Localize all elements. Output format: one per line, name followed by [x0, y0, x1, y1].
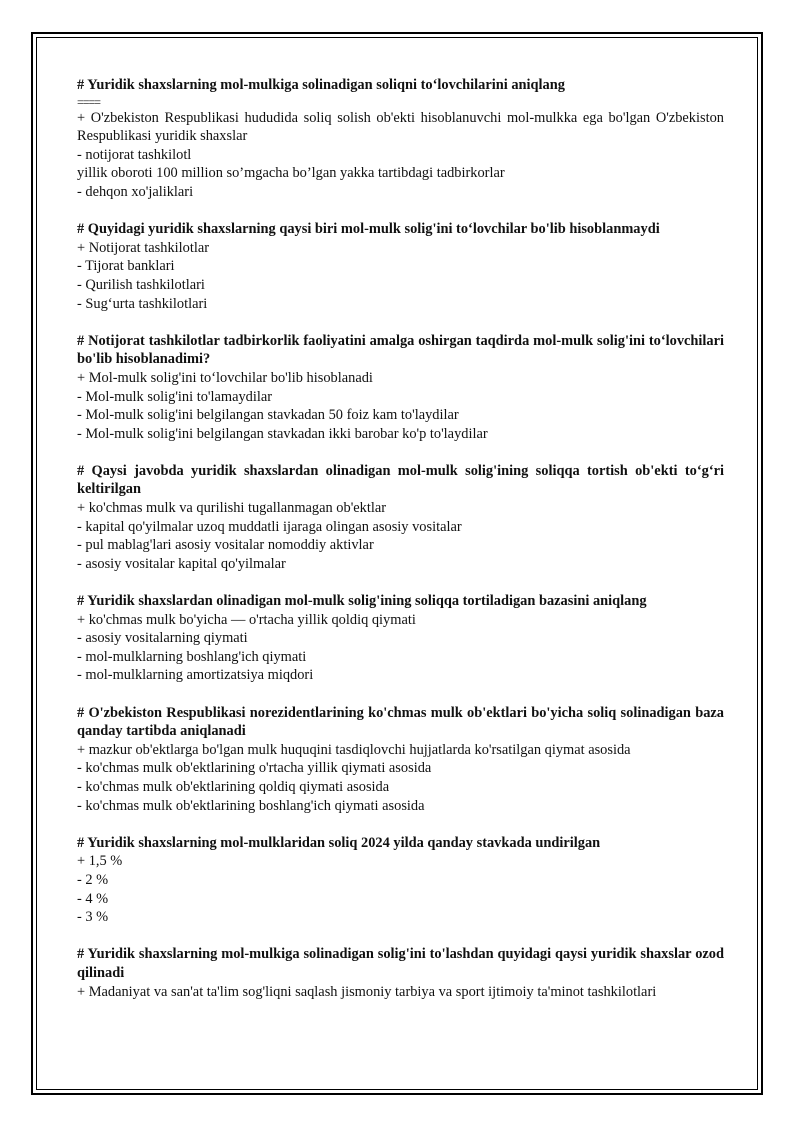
answer-option: - mol-mulklarning amortizatsiya miqdori [77, 667, 314, 684]
question-block [77, 462, 724, 574]
answer-option: - 4 % [77, 890, 109, 907]
question-title: # Qaysi javobda yuridik shaxslardan olinadigan mol-mulk solig'ining soliqqa tortish ob'ekti to‘g‘ri keltirilgan [77, 462, 724, 498]
question-title: # Notijorat tashkilotlar tadbirkorlik faoliyatini amalga oshirgan taqdirda mol-mulk solig'ini to‘lovchilari bo'lib hisoblanadimi? [77, 332, 724, 368]
answer-option: - notijorat tashkilotl [77, 146, 192, 163]
answer-option: - pul mablag'lari asosiy vositalar nomoddiy aktivlar [77, 537, 374, 554]
answer-option: + Mol-mulk solig'ini to‘lovchilar bo'lib hisoblanadi [77, 369, 373, 386]
question-title: # Yuridik shaxslarning mol-mulkiga solinadigan solig'ini to'lashdan quyidagi qaysi yuridik shaxslar ozod qilinadi [77, 946, 724, 981]
answer-option: yillik oboroti 100 million so’mgacha bo’lgan yakka tartibdagi tadbirkorlar [77, 165, 505, 182]
answer-option: + O'zbekiston Respublikasi hududida soliq solish ob'ekti hisoblanuvchi mol-mulkka ega bo'lgan O'zbekiston Respublikasi yuridik shaxslar [77, 109, 724, 145]
question-title: # Yuridik shaxslardan olinadigan mol-mulk solig'ining soliqqa tortiladigan bazasini aniqlang [77, 593, 647, 610]
answer-option: - ko'chmas mulk ob'ektlarining boshlang'ich qiymati asosida [77, 797, 425, 814]
answer-option: - Mol-mulk solig'ini belgilangan stavkadan 50 foiz kam to'laydilar [77, 407, 459, 424]
answer-option: - Mol-mulk solig'ini belgilangan stavkadan ikki barobar ko'p to'laydilar [77, 425, 488, 442]
separator: ==== [77, 94, 101, 109]
question-block [77, 220, 724, 313]
question-block [77, 704, 724, 816]
question-block [77, 834, 724, 927]
answer-option: - 3 % [77, 909, 109, 926]
question-block [77, 592, 724, 685]
answer-option: - Tijorat banklari [77, 258, 175, 275]
answer-option: - asosiy vositalarning qiymati [77, 630, 248, 647]
question-title: # Quyidagi yuridik shaxslarning qaysi biri mol-mulk solig'ini to‘lovchilar bo'lib hisoblanmaydi [77, 221, 660, 238]
answer-option: - asosiy vositalar kapital qo'yilmalar [77, 555, 286, 572]
question-title: # O'zbekiston Respublikasi norezidentlarining ko'chmas mulk ob'ektlari bo'yicha soliq solinadigan baza qanday tartibda aniqlanadi [77, 704, 724, 740]
answer-option: - Mol-mulk solig'ini to'lamaydilar [77, 388, 273, 405]
question-block [77, 76, 724, 202]
answer-option: - Qurilish tashkilotlari [77, 276, 205, 293]
answer-option: - kapital qo'yilmalar uzoq muddatli ijaraga olingan asosiy vositalar [77, 518, 462, 535]
answer-option: - ko'chmas mulk ob'ektlarining o'rtacha yillik qiymati asosida [77, 760, 432, 777]
question-block [77, 332, 724, 444]
answer-option: + Madaniyat va san'at ta'lim sog'liqni saqlash jismoniy tarbiya va sport ijtimoiy ta'minot tashkilotlari [77, 983, 657, 1000]
answer-option: + mazkur ob'ektlarga bo'lgan mulk huquqini tasdiqlovchi hujjatlarda ko'rsatilgan qiymat asosida [77, 741, 631, 758]
question-title: # Yuridik shaxslarning mol-mulkiga solinadigan soliqni to‘lovchilarini aniqlang [77, 77, 565, 93]
answer-option: - 2 % [77, 871, 109, 888]
answer-option: - mol-mulklarning boshlang'ich qiymati [77, 648, 307, 665]
question-title: # Yuridik shaxslarning mol-mulklaridan soliq 2024 yilda qanday stavkada undirilgan [77, 834, 601, 851]
document-body [77, 76, 724, 1020]
answer-option: - ko'chmas mulk ob'ektlarining qoldiq qiymati asosida [77, 778, 390, 795]
answer-option: - dehqon xo'jaliklari [77, 183, 194, 200]
question-block [77, 945, 724, 1001]
answer-option: + Notijorat tashkilotlar [77, 239, 210, 256]
answer-option: + ko'chmas mulk va qurilishi tugallanmagan ob'ektlar [77, 500, 387, 517]
answer-option: - Sug‘urta tashkilotlari [77, 295, 208, 312]
answer-option: + ko'chmas mulk bo'yicha — o'rtacha yillik qoldiq qiymati [77, 611, 416, 628]
answer-option: + 1,5 % [77, 853, 123, 870]
